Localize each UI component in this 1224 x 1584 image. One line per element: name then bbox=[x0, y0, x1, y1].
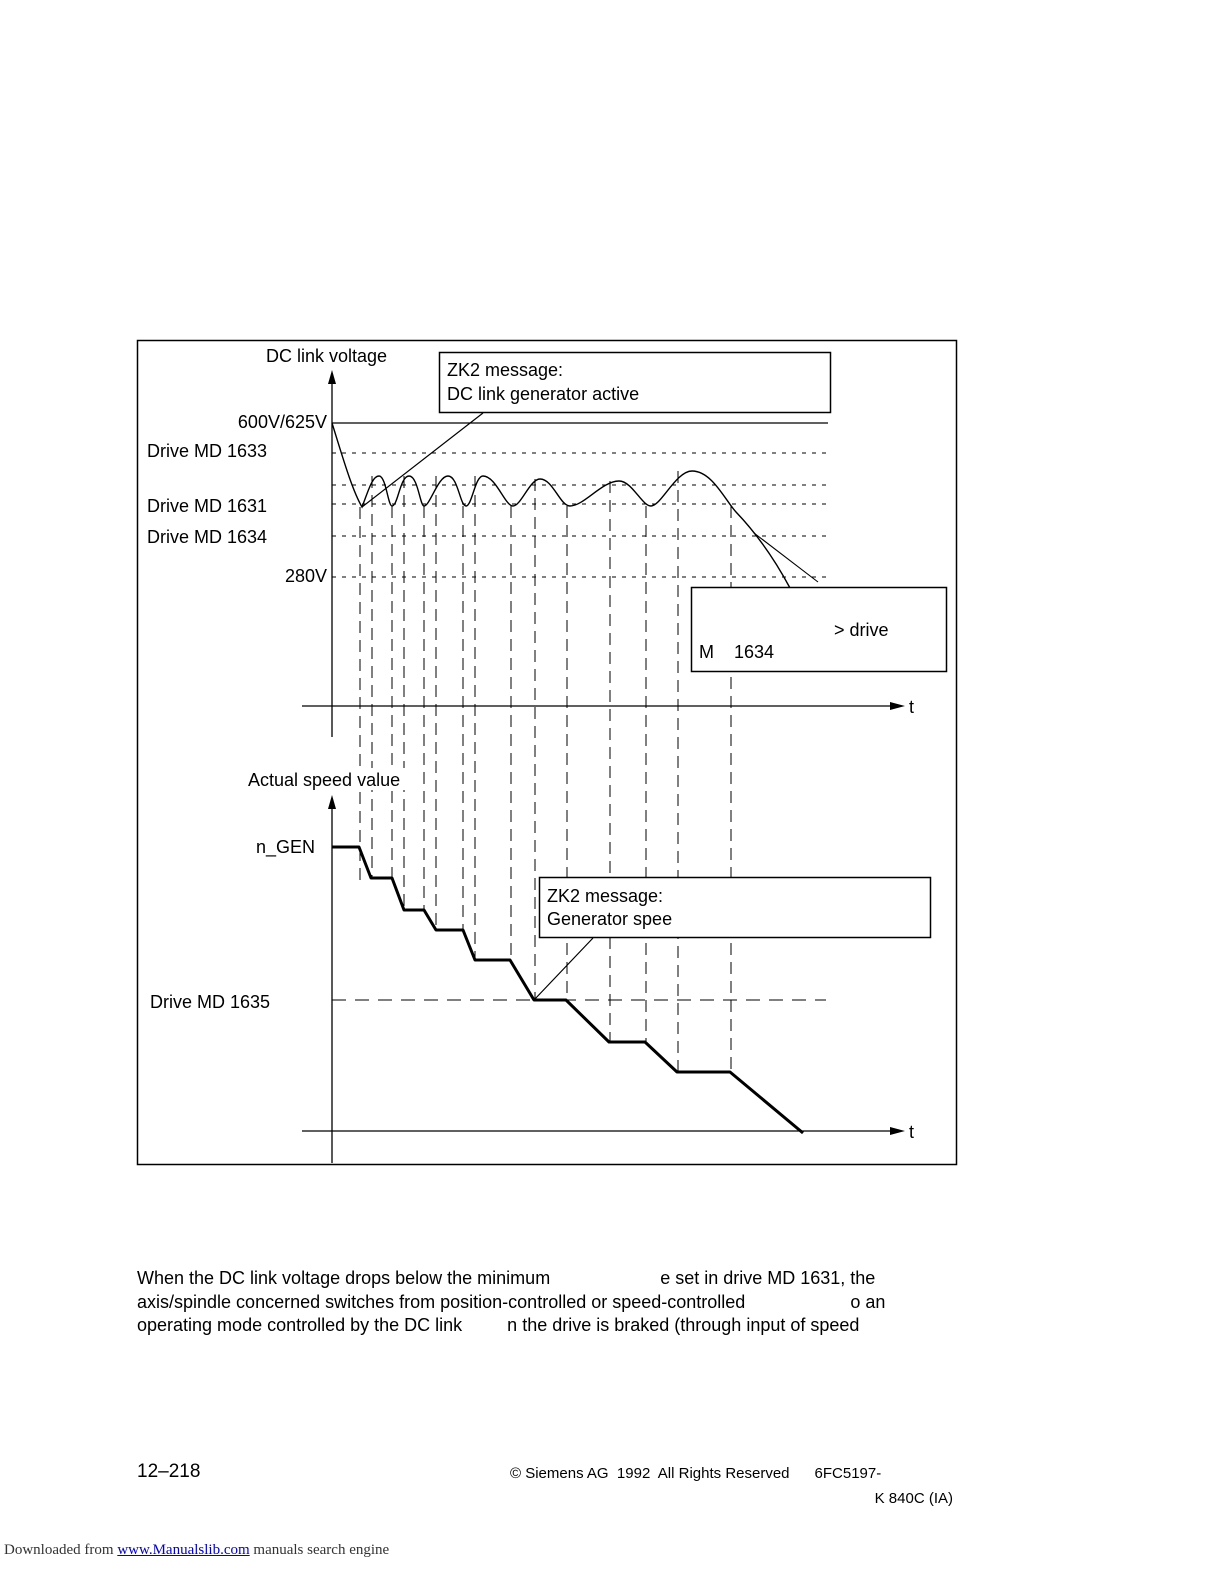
download-suffix: manuals search engine bbox=[249, 1542, 390, 1558]
level-label-600v: 600V/625V bbox=[237, 412, 327, 432]
manualslib-link[interactable]: www.Manualslib.com bbox=[117, 1542, 250, 1558]
copyright-notice: © Siemens AG 1992 All Rights Reserved 6FC5197- bbox=[510, 1465, 882, 1482]
level-label-md1635: Drive MD 1635 bbox=[150, 992, 271, 1012]
body-line-1: When the DC link voltage drops below the minimum e set in drive MD 1631, the bbox=[137, 1268, 876, 1288]
md1634-info-line1: > drive bbox=[834, 620, 889, 640]
speed-y-axis-arrow bbox=[328, 795, 336, 809]
level-label-md1634: Drive MD 1634 bbox=[147, 527, 268, 547]
body-paragraph bbox=[137, 1267, 947, 1338]
voltage-y-axis-arrow bbox=[328, 370, 336, 384]
zk2-generator-pointer bbox=[362, 413, 483, 507]
download-banner bbox=[4, 1542, 389, 1559]
speed-t-label: t bbox=[909, 1122, 915, 1142]
time-guide-lines bbox=[360, 471, 731, 1072]
level-label-md1631: Drive MD 1631 bbox=[147, 496, 268, 516]
speed-axis-title: Actual speed value bbox=[248, 770, 401, 790]
body-line-3: operating mode controlled by the DC link n the drive is braked (through input of speed bbox=[137, 1315, 860, 1335]
download-prefix: Downloaded from bbox=[4, 1542, 118, 1558]
voltage-decay-tail bbox=[754, 533, 818, 582]
level-label-ngen: n_GEN bbox=[256, 837, 316, 857]
voltage-t-axis-arrow bbox=[890, 702, 905, 710]
level-label-280v: 280V bbox=[284, 566, 327, 586]
zk2-speed-line2: Generator spee bbox=[547, 909, 673, 929]
voltage-t-label: t bbox=[909, 697, 915, 717]
diagram-frame bbox=[138, 341, 957, 1165]
zk2-speed-pointer bbox=[534, 938, 593, 1000]
speed-t-axis-arrow bbox=[890, 1127, 905, 1135]
voltage-axis-title: DC link voltage bbox=[266, 346, 388, 366]
voltage-curve bbox=[332, 423, 790, 588]
zk2-generator-line2: DC link generator active bbox=[447, 384, 640, 404]
md1634-info-line2: M 1634 bbox=[699, 642, 775, 662]
zk2-generator-line1: ZK2 message: bbox=[447, 360, 564, 380]
level-label-md1633: Drive MD 1633 bbox=[147, 441, 268, 461]
body-line-2: axis/spindle concerned switches from position-controlled or speed-controlled o an bbox=[137, 1291, 886, 1312]
page-number: 12–218 bbox=[137, 1461, 201, 1482]
zk2-speed-line1: ZK2 message: bbox=[547, 886, 664, 906]
document-id: K 840C (IA) bbox=[874, 1490, 953, 1507]
